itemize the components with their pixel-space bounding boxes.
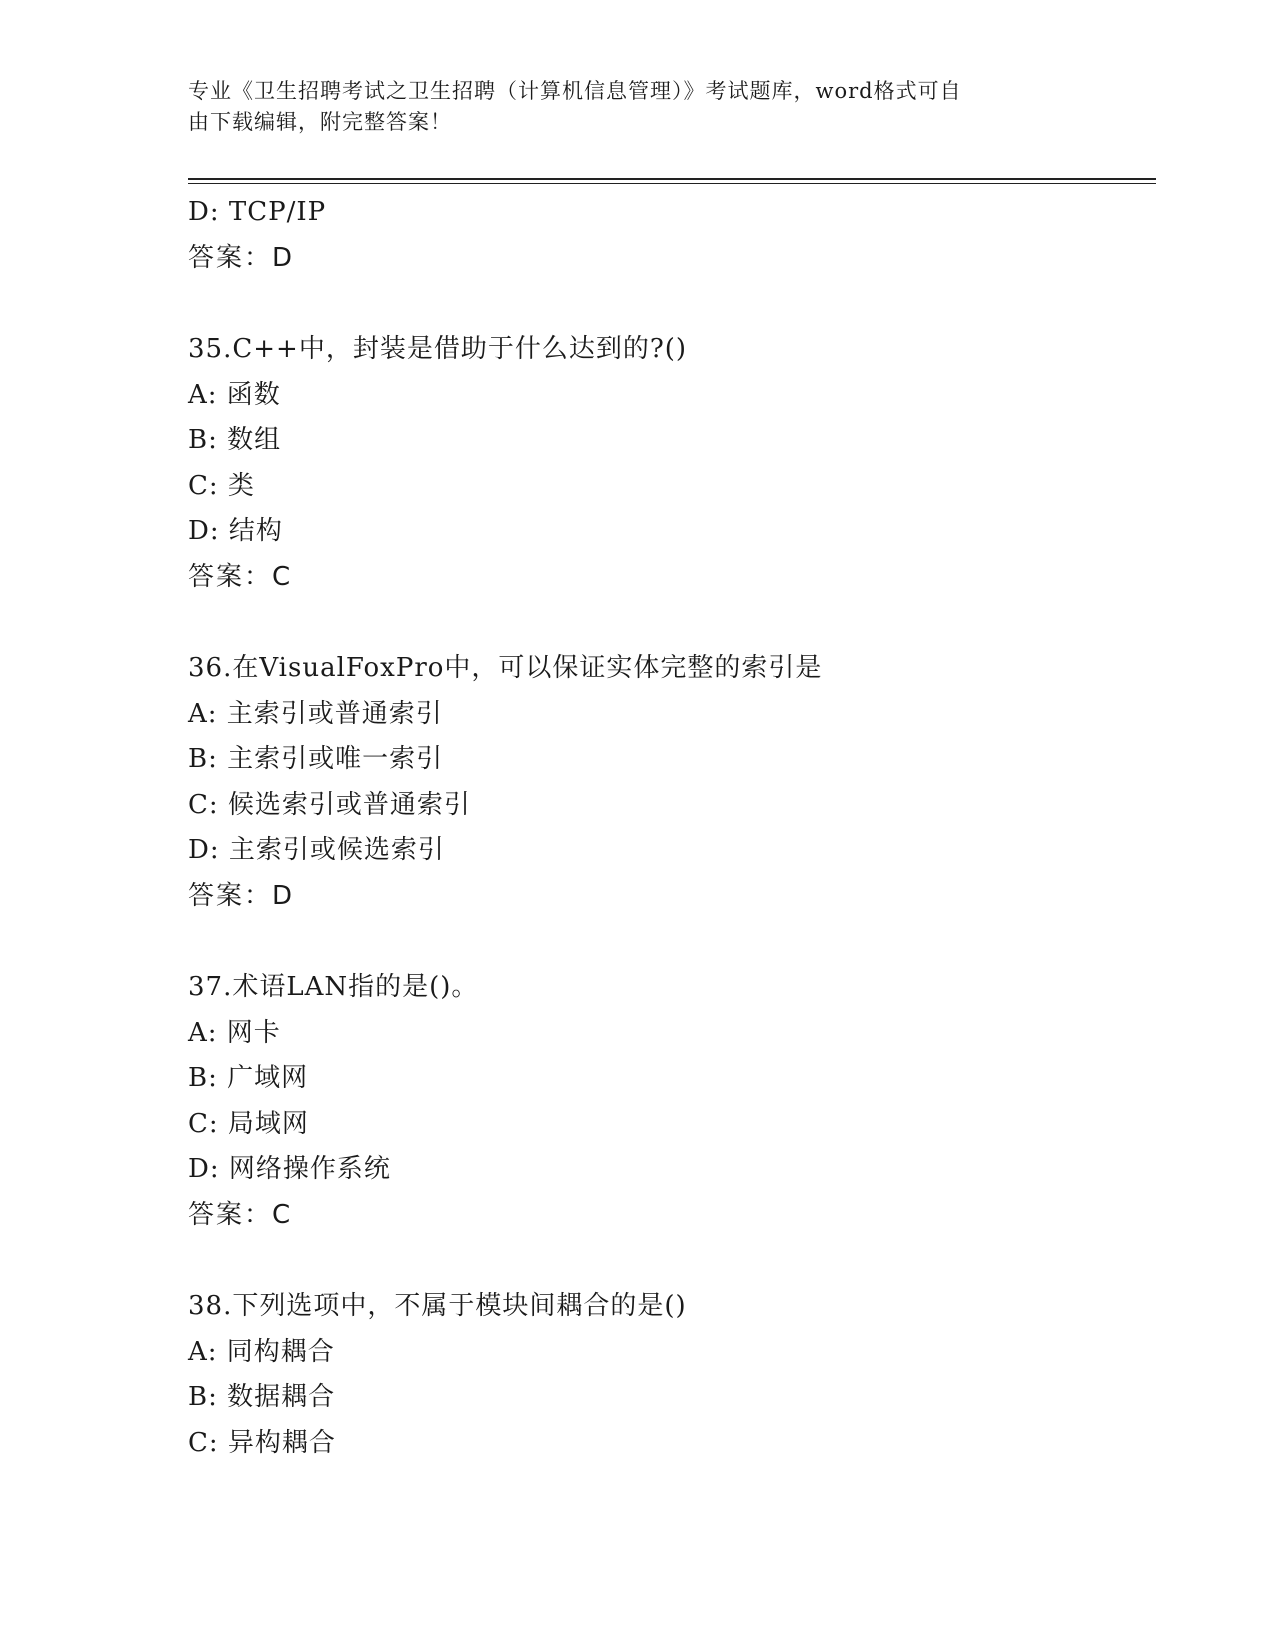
option-b: B: 数据耦合 bbox=[188, 1382, 336, 1412]
header-divider-thick bbox=[188, 178, 1156, 180]
header-line-2: 由下载编辑，附完整答案！ bbox=[188, 110, 452, 134]
option-a: A: 网卡 bbox=[188, 1017, 281, 1048]
question-38 bbox=[188, 1284, 1156, 1466]
question-36 bbox=[188, 646, 1156, 919]
question-text: 38.下列选项中，不属于模块间耦合的是() bbox=[188, 1291, 687, 1321]
option-c: C: 候选索引或普通索引 bbox=[188, 789, 471, 820]
option-d: D: 主索引或候选索引 bbox=[188, 835, 445, 865]
option-b: B: 广域网 bbox=[188, 1063, 309, 1093]
question-37 bbox=[188, 965, 1156, 1238]
question-list bbox=[188, 190, 1156, 1466]
spacer bbox=[188, 281, 1156, 327]
answer: 答案：C bbox=[188, 561, 293, 592]
option-c: C: 局域网 bbox=[188, 1108, 309, 1139]
option-c: C: 异构耦合 bbox=[188, 1427, 336, 1458]
answer: 答案：C bbox=[188, 1199, 293, 1230]
option-b: B: 主索引或唯一索引 bbox=[188, 744, 444, 774]
question-35 bbox=[188, 327, 1156, 600]
question-text: 37.术语LAN指的是()。 bbox=[188, 972, 479, 1002]
answer: 答案：D bbox=[188, 880, 295, 911]
option-d: D: 结构 bbox=[188, 516, 283, 546]
header-divider-thin bbox=[188, 183, 1156, 184]
spacer bbox=[188, 600, 1156, 646]
option-d: D: TCP/IP bbox=[188, 197, 327, 227]
document-header bbox=[188, 76, 1068, 138]
option-a: A: 同构耦合 bbox=[188, 1336, 335, 1367]
header-line-1: 专业《卫生招聘考试之卫生招聘（计算机信息管理）》考试题库，word格式可自 bbox=[188, 79, 962, 103]
question-34 bbox=[188, 190, 1156, 281]
spacer bbox=[188, 1238, 1156, 1284]
question-text: 35.C++中，封装是借助于什么达到的?() bbox=[188, 334, 688, 364]
option-c: C: 类 bbox=[188, 470, 255, 501]
spacer bbox=[188, 919, 1156, 965]
question-text: 36.在VisualFoxPro中，可以保证实体完整的索引是 bbox=[188, 653, 823, 683]
answer: 答案：D bbox=[188, 242, 295, 273]
option-a: A: 函数 bbox=[188, 379, 281, 410]
option-a: A: 主索引或普通索引 bbox=[188, 698, 443, 729]
option-d: D: 网络操作系统 bbox=[188, 1154, 391, 1184]
option-b: B: 数组 bbox=[188, 425, 282, 455]
